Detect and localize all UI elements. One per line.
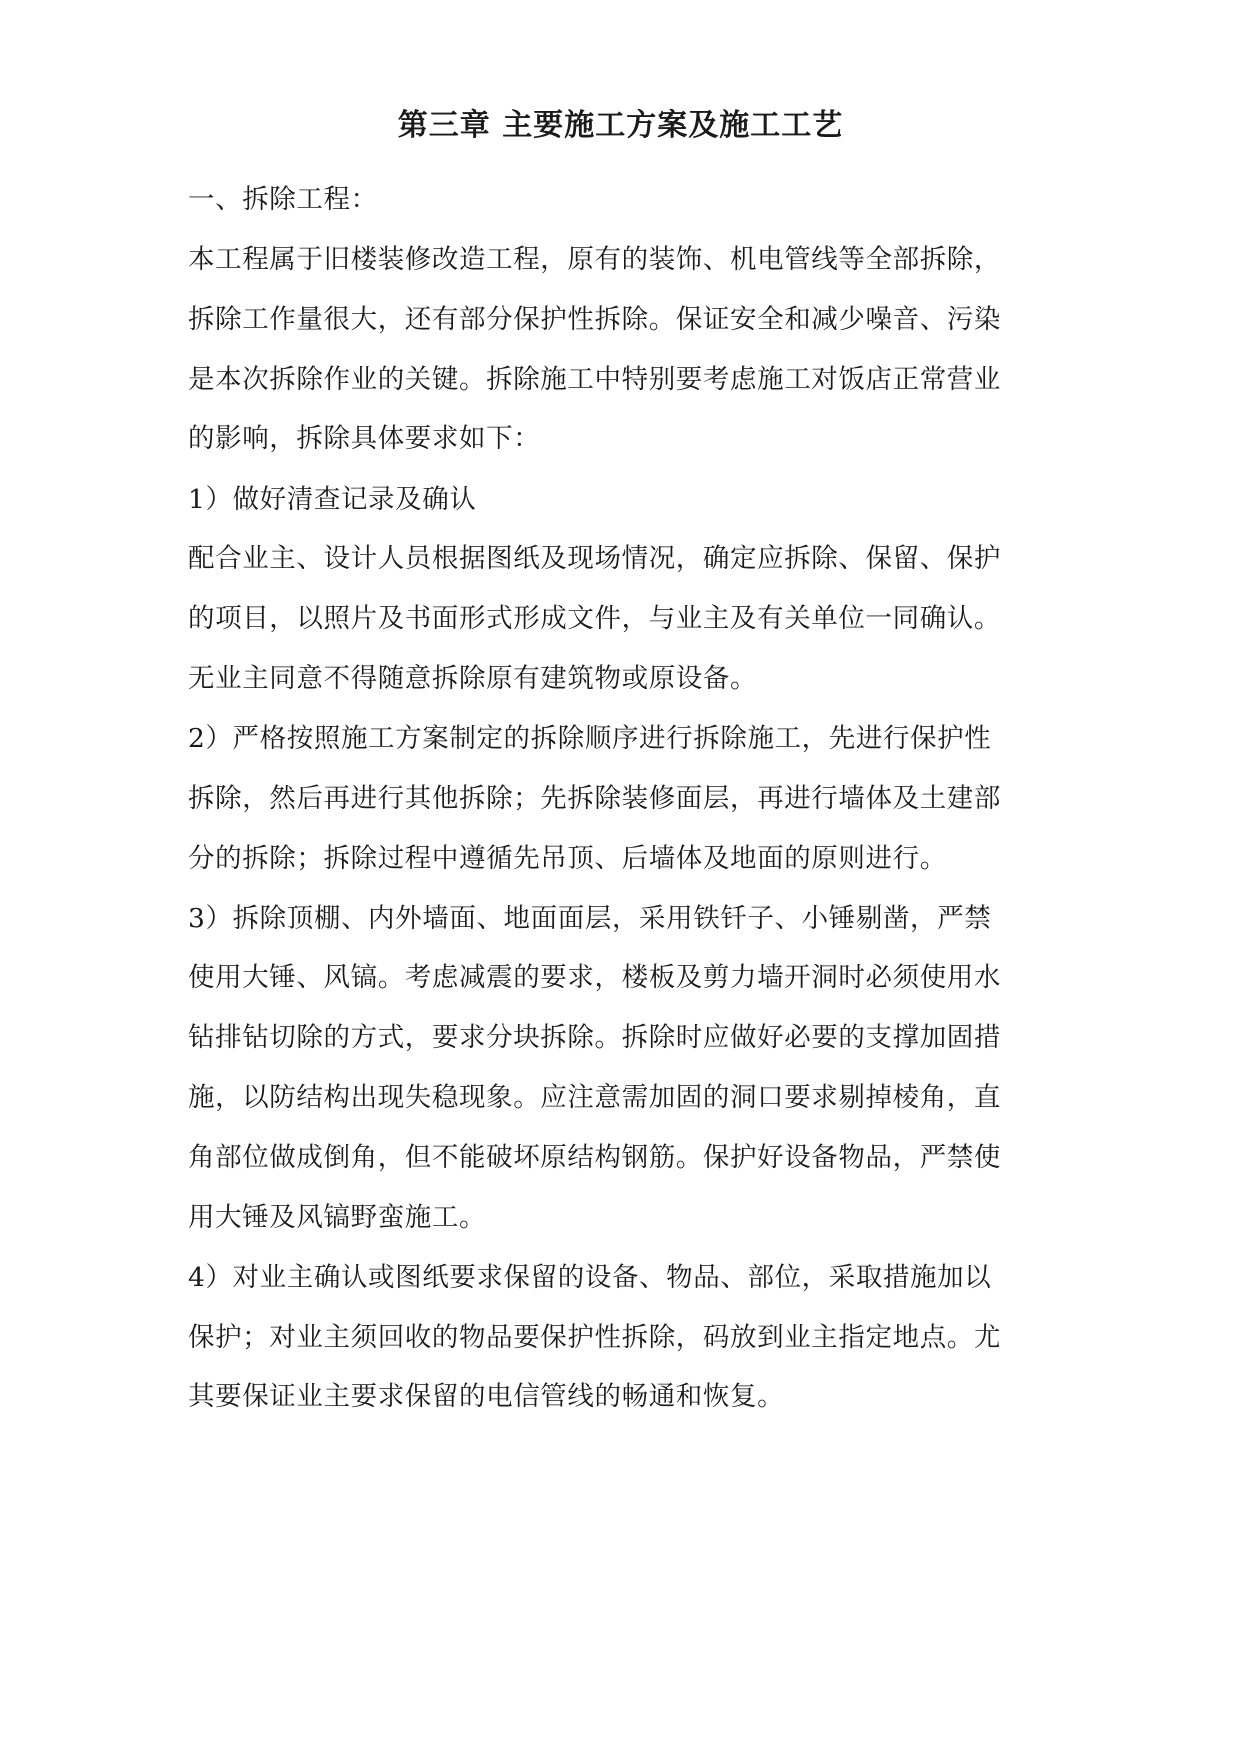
item-4-line: 4）对业主确认或图纸要求保留的设备、物品、部位，采取措施加以 xyxy=(188,1262,992,1293)
paragraph-line: 本工程属于旧楼装修改造工程，原有的装饰、机电管线等全部拆除， xyxy=(188,244,1001,275)
paragraph-line: 分的拆除；拆除过程中遵循先吊顶、后墙体及地面的原则进行。 xyxy=(188,843,947,874)
item-heading-1: 1）做好清查记录及确认 xyxy=(188,484,477,515)
paragraph-line: 配合业主、设计人员根据图纸及现场情况，确定应拆除、保留、保护 xyxy=(188,543,1001,574)
paragraph-line: 的影响，拆除具体要求如下： xyxy=(188,423,541,454)
paragraph-line: 施，以防结构出现失稳现象。应注意需加固的洞口要求剔掉棱角，直 xyxy=(188,1082,1001,1113)
paragraph-line: 其要保证业主要求保留的电信管线的畅通和恢复。 xyxy=(188,1381,785,1412)
paragraph-line: 无业主同意不得随意拆除原有建筑物或原设备。 xyxy=(188,663,758,694)
paragraph-line: 钻排钻切除的方式，要求分块拆除。拆除时应做好必要的支撑加固措 xyxy=(188,1022,1001,1053)
item-3-line: 3）拆除顶棚、内外墙面、地面面层，采用铁钎子、小锤剔凿，严禁 xyxy=(188,903,992,934)
paragraph-line: 拆除，然后再进行其他拆除；先拆除装修面层，再进行墙体及土建部 xyxy=(188,783,1001,814)
paragraph-line: 角部位做成倒角，但不能破坏原结构钢筋。保护好设备物品，严禁使 xyxy=(188,1142,1001,1173)
item-2-line: 2）严格按照施工方案制定的拆除顺序进行拆除施工，先进行保护性 xyxy=(188,723,992,754)
paragraph-line: 用大锤及风镐野蛮施工。 xyxy=(188,1202,487,1233)
paragraph-line: 是本次拆除作业的关键。拆除施工中特别要考虑施工对饭店正常营业 xyxy=(188,364,1001,395)
paragraph-line: 保护；对业主须回收的物品要保护性拆除，码放到业主指定地点。尤 xyxy=(188,1322,1001,1353)
paragraph-line: 拆除工作量很大，还有部分保护性拆除。保证安全和减少噪音、污染 xyxy=(188,304,1001,335)
section-heading-demolition: 一、拆除工程： xyxy=(188,184,378,215)
paragraph-line: 使用大锤、风镐。考虑减震的要求，楼板及剪力墙开洞时必须使用水 xyxy=(188,962,1001,993)
paragraph-line: 的项目，以照片及书面形式形成文件，与业主及有关单位一同确认。 xyxy=(188,603,1001,634)
chapter-title: 第三章 主要施工方案及施工工艺 xyxy=(397,108,844,143)
